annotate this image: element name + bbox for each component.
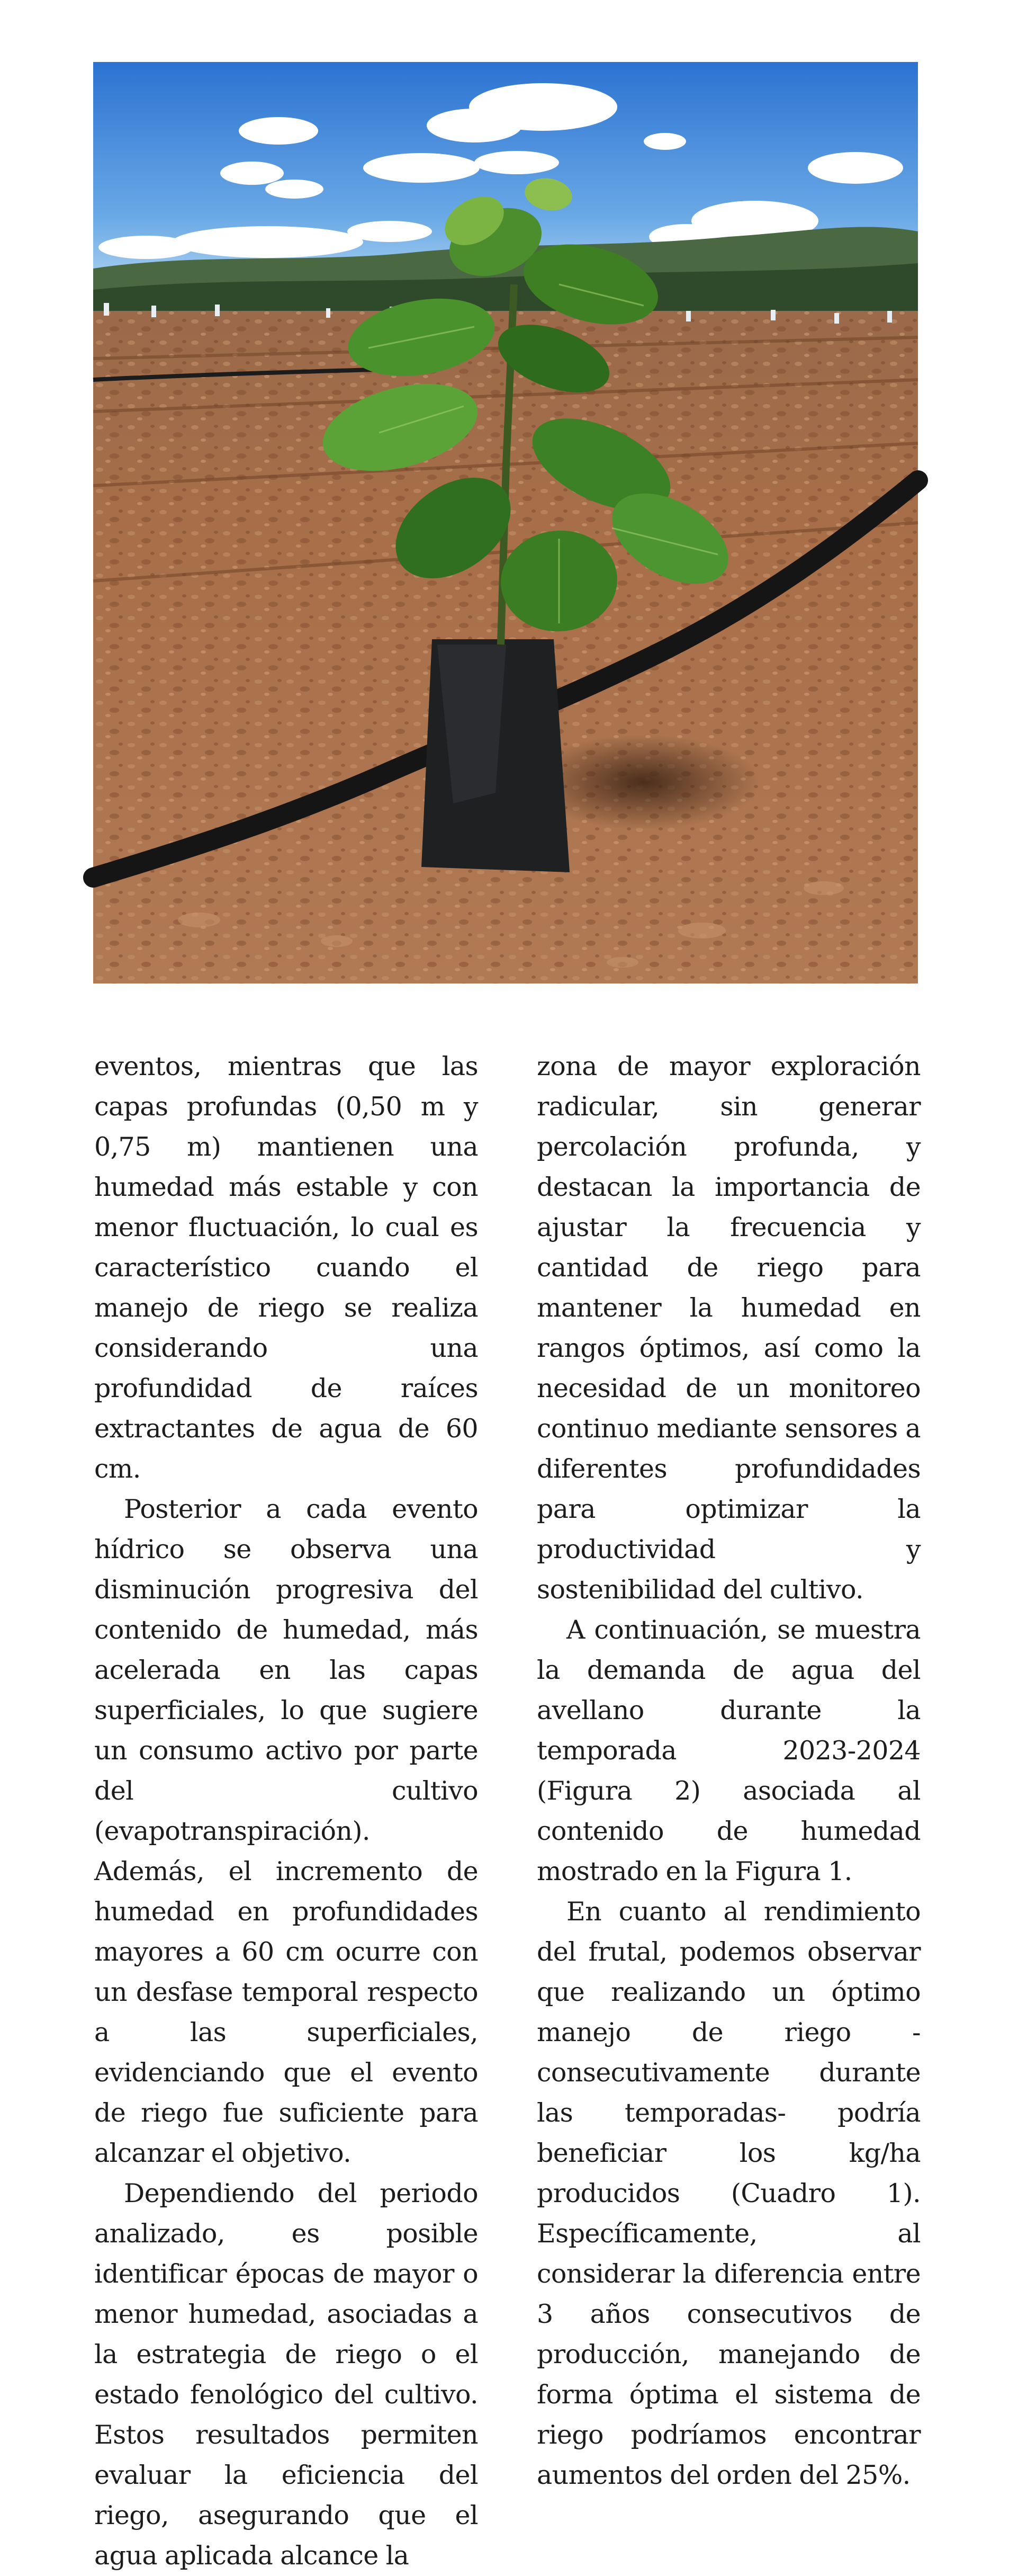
article-column-right: [537, 1046, 921, 2490]
field-photo: [93, 62, 918, 983]
article-column-left: [94, 1046, 478, 2571]
paragraph: eventos, mientras que las capas profundas (0,50 m y 0,75 m) mantienen una humedad más estable y con menor fluctuación, lo cual es característico cuando el manejo de riego se realiza considerando una profundidad de raíces extractantes de agua de 60 cm.: [94, 1051, 478, 1484]
paragraph: zona de mayor exploración radicular, sin generar percolación profunda, y destacan la importancia de ajustar la frecuencia y cantidad de riego para mantener la humedad en rangos óptimos, así como la necesidad de un monitoreo continuo mediante sensores a diferentes profundidades para optimizar la productividad y sostenibilidad del cultivo.: [537, 1051, 921, 1605]
hazelnut-seedling-image: [93, 62, 918, 983]
paragraph: A continuación, se muestra la demanda de agua del avellano durante la temporada 2023-2024 (Figura 2) asociada al contenido de humedad mostrado en la Figura 1.: [537, 1615, 921, 1886]
paragraph: Posterior a cada evento hídrico se observa una disminución progresiva del contenido de humedad, más acelerada en las capas superficiales, lo que sugiere un consumo activo por parte del cultivo (evapotranspiración). Además, el incremento de humedad en profundidades mayores a 60 cm ocurre con un desfase temporal respecto a las superficiales, evidenciando que el evento de riego fue suficiente para alcanzar el objetivo.: [94, 1494, 478, 2168]
paragraph: Dependiendo del periodo analizado, es posible identificar épocas de mayor o menor humedad, asociadas a la estrategia de riego o el estado fenológico del cultivo. Estos resultados permiten evaluar la eficiencia del riego, asegurando que el agua aplicada alcance la: [94, 2178, 478, 2571]
paragraph: En cuanto al rendimiento del frutal, podemos observar que realizando un óptimo manejo de riego -consecutivamente durante las temporadas- podría beneficiar los kg/ha producidos (Cuadro 1). Específicamente, al considerar la diferencia entre 3 años consecutivos de producción, manejando de forma óptima el sistema de riego podríamos encontrar aumentos del orden del 25%.: [537, 1897, 921, 2490]
